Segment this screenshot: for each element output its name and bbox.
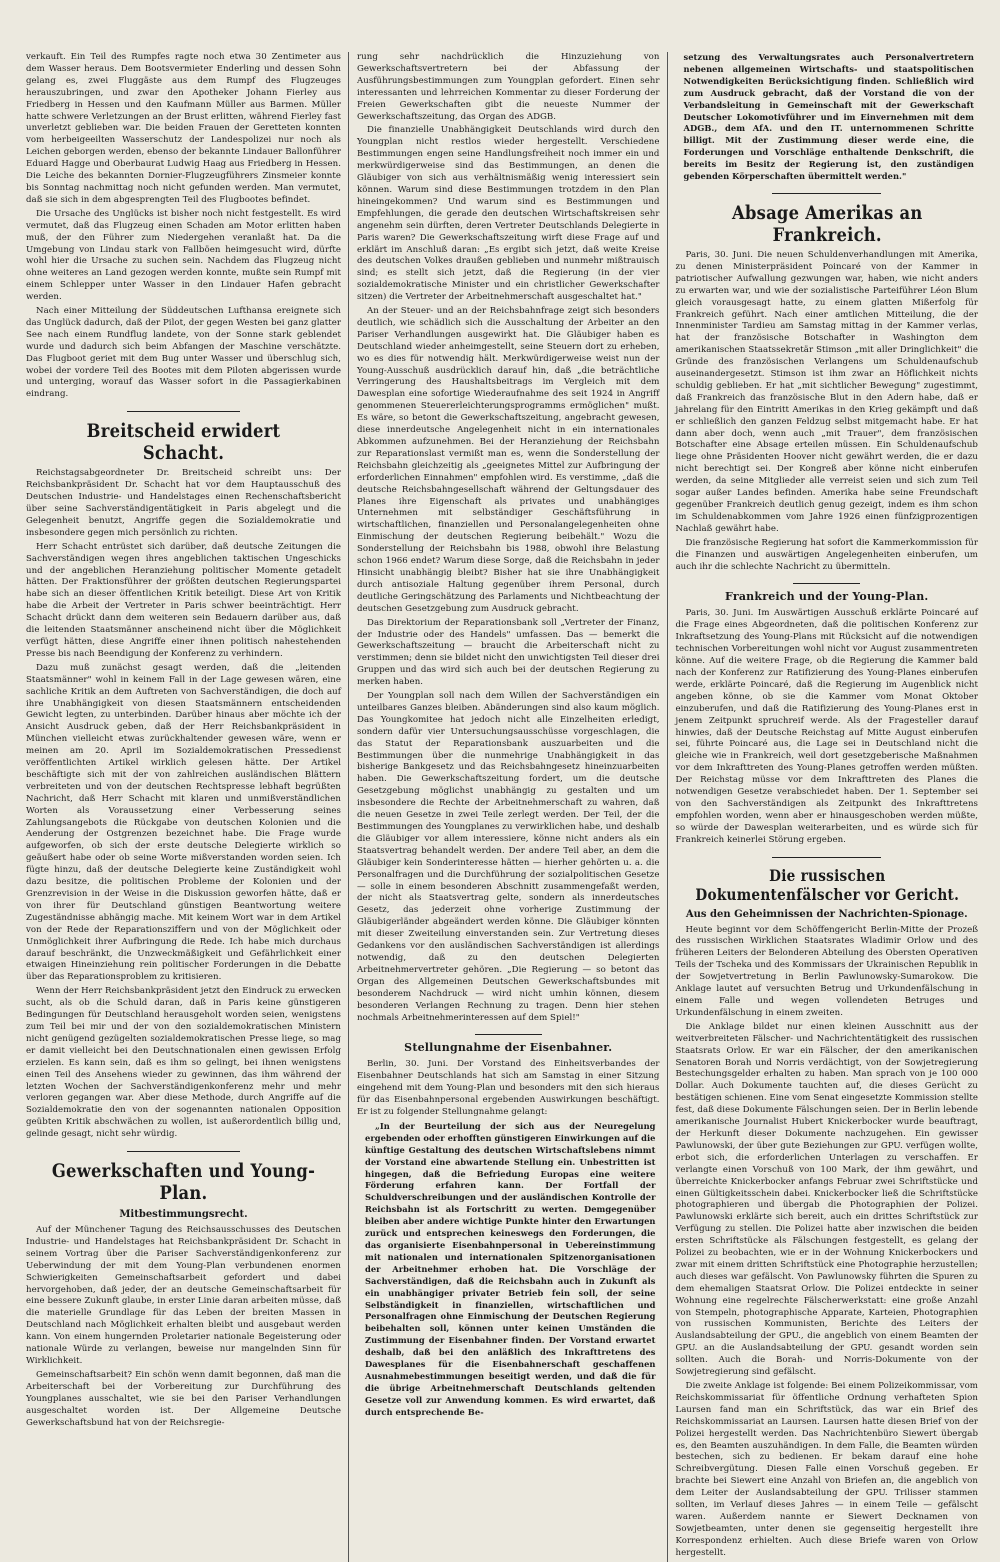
section-divider bbox=[475, 1034, 542, 1035]
article-paragraph: Die finanzielle Unabhängigkeit Deutschlands wird durch den Youngplan nicht restlos wieder hergestellt. Verschiedene Bestimmungen engen seine Handlungsfreiheit noch immer ein und merkwürdigerweise sind das Bestimmungen, an denen die Gläubiger von sich aus verhältnismäßig wenig interessiert sein können. Warum sind diese Bestimmungen trotzdem in den Plan hineingekommen? Und warum sind es Bestimmungen und Empfehlungen, die gerade den deutschen Wirtschaftskreisen sehr angenehm sein dürften, deren Vertreter Deutschlands Delegierte in Paris waren? Die Gewerkschaftszeitung wirft diese Frage auf und erklärt im Anschluß daran: „Es ergibt sich jetzt, daß weite Kreise des deutschen Volkes draußen geblieben und nunmehr mißtrauisch sind; es stellt sich jetzt, daß die Regierung (in der vier sozialdemokratische Minister und ein christlicher Gewerkschafter sitzen) die Vertreter der Arbeitnehmerschaft ausgeschaltet hat." bbox=[357, 125, 660, 303]
headline-dokumentenfaelscher: Die russischen Dokumentenfälscher vor Gericht. bbox=[694, 865, 959, 904]
section-divider bbox=[793, 583, 860, 584]
article-paragraph: verkauft. Ein Teil des Rumpfes ragte noch etwa 30 Zentimeter aus dem Wasser heraus. Dem Bootsvermieter Enderling und dessen Sohn gelang es, zwei Fluggäste aus dem Rumpf des Flugzeuges herauszubringen, und zwar den Apotheker Johann Fierley aus Friedberg in Hessen und den Kaufmann Müller aus Barmen. Müller hatte schwere Verletzungen an der Brust erlitten, während Fierley fast unverletzt geblieben war. Die beiden Frauen der Geretteten konnten vom herbeigeeilten Wasserschutz der Landespolizei nur noch als Leichen geborgen werden, ebenso der bekannte Lindauer Ballonführer Eduard Hagge und Oberbaurat Ludwig Haag aus Friedberg in Hessen. Die Leiche des bekannten Dornier-Flugzeugführers Zinsmeier konnte bis Sonntag nachmittag noch nicht gefunden werden. Man vermutet, daß sie sich in dem abgesprengten Teil des Flugbootes befindet. bbox=[26, 52, 341, 205]
article-paragraph: Dazu muß zunächst gesagt werden, daß die „leitenden Staatsmänner" wohl in keinem Fall in der Lage gewesen wären, eine sachliche Kritik an dem Auftreten von Sachverständigen, die doch auf ihre Unabhängigkeit von diesen Staatsmännern entscheidenden Gewicht legten, zu unterbinden. Darüber hinaus aber möchte ich der Ansicht Ausdruck geben, daß der Herr Reichsbankpräsident in München vielleicht etwas zurückhaltender gewesen wäre, wenn er meinen am 20. April im Sozialdemokratischen Pressedienst veröffentlichten Artikel wirklich gelesen hätte. Der Artikel beschäftigte sich mit der von zahlreichen ausländischen Blättern verbreiteten und von der deutschen Rechtspresse lebhaft begrüßten Nachricht, daß Herr Schacht mit klaren und unmißverständlichen Worten als Voraussetzung einer Verbesserung seines Zahlungsangebots die Rückgabe von deutschen Kolonien und die Aenderung der Ostgrenzen bezeichnet habe. Die Frage wurde aufgeworfen, ob sich der erste deutsche Delegierte wirklich so geäußert habe oder ob seine Worte mißverstanden worden seien. Ich fügte hinzu, daß der deutsche Delegierte keine Zuständigkeit wohl dazu besitze, die politischen Probleme der Kolonien und der Grenzrevision in der Weise in die Diskussion geworfen hätte, daß er von ihrer für Deutschland günstigen Beantwortung weitere Zugeständnisse abhängig mache. Mit keinem Wort war in dem Artikel von der Rede der Reparationsziffern und von der Möglichkeit oder Unmöglichkeit ihrer Aufbringung die Rede. Ich habe mich durchaus darauf beschränkt, die Unzweckmäßigkeit und Gefährlichkeit einer etwaigen Hineinziehung rein politischer Forderungen in die Debatte über das Reparationsproblem zu kritisieren. bbox=[26, 662, 341, 983]
article-paragraph: Die Ursache des Unglücks ist bisher noch nicht festgestellt. Es wird vermutet, daß das Flugzeug einen Schaden am Motor erlitten haben muß, der den Führer zum Niedergehen veranlaßt hat. Da die Umgebung von Lindau stark von Fallböen heimgesucht wird, dürfte wohl hier die Ursache zu suchen sein. Nachdem das Flugzeug nicht ohne weiteres an Land gezogen werden konnte, mußte sein Rumpf mit einem Schlepper unter Wasser in den Lindauer Hafen gebracht werden. bbox=[26, 208, 341, 303]
headline-gewerkschaften: Gewerkschaften und Young-Plan. bbox=[51, 1160, 316, 1205]
quoted-statement-continued bbox=[676, 52, 979, 183]
article-paragraph: rung sehr nachdrücklich die Hinzuziehung von Gewerkschaftsvertretern bei der Abfassung der Ausführungsbestimmungen zum Youngplan gefordert. Einen sehr interessanten und lehrreichen Kommentar zu dieser Forderung der Freien Gewerkschaften gibt die neueste Nummer der Gewerkschaftszeitung, das Organ des ADGB. bbox=[357, 52, 660, 122]
subheadline-mitbestimmungsrecht: Mitbestimmungsrecht. bbox=[119, 1209, 248, 1221]
section-divider bbox=[127, 411, 240, 412]
article-paragraph: Die Anklage bildet nur einen kleinen Ausschnitt aus der weitverbreiteten Fälscher- und Nachrichtentätigkeit des russischen Staatsrats Orlow. Er war ein Fälscher, der den amerikanischen Senatoren Borah und Norris verdächtigt, von der Sowjetregierung Bestechungsgelder erhalten zu haben. Man sprach von je 100 000 Dollar. Auch Dokumente tauchten auf, die dieses Gerücht zu bestätigen schienen. Eine vom Senat eingesetzte Kommission stellte fest, daß diese Dokumente Fälschungen seien. Der in Berlin lebende amerikanische Journalist Hubert Knickerbocker wurde beauftragt, der Herkunft dieser Dokumente nachzugehen. Ein gewisser Pawlunowski, der über gute Beziehungen zur GPU. verfügen wollte, erbot sich, die erforderlichen Unterlagen zu verschaffen. Er verlangte einen Vorschuß von 100 Mark, der ihm gewährt, und überreichte Knickerbocker anfangs Februar zwei Schriftstücke und einen Gültigkeitsschein dabei. Knickerbocker ließ die Schriftstücke photographieren und übergab die Photographien der Polizei. Pawlunowski erklärte sich bereit, auch ein drittes Schriftstück zur Verfügung zu stellen. Die Polizei hatte aber inzwischen die beiden ersten Schriftstücke als Fälschungen festgestellt, es gelang der Polizei zu beobachten, wie er in der Wohnung Knickerbockers und zwar mit einem dritten Schriftstück eine Photographie herzustellen; auch dieses war gefälscht. Von Pawlunowsky führten die Spuren zu dem ehemaligen Staatsrat Orlow. Die Polizei entdeckte in seiner Wohnung eine regelrechte Fälscherwerkstatt: eine große Anzahl von Stempeln, photographische Apparate, Karteien, Photographien von russischen Kommunisten, Berichte des Leiters der Auslandsabteilung der GPU., die angeblich von einem Beamten der GPU. an die Auslandsabteilung der GPU. gesandt worden sein sollten. Auch die Borah- und Norris-Dokumente von der Sowjetregierung sind gefälscht. bbox=[675, 1021, 978, 1378]
article-paragraph: An der Steuer- und an der Reichsbahnfrage zeigt sich besonders deutlich, wie schädlich sich die Ausschaltung der Arbeiter an den Pariser Verhandlungen ausgewirkt hat. Die Gläubiger haben es Deutschland wieder anheimgestellt, seine Steuern dort zu erheben, wo es dies für notwendig hält. Merkwürdigerweise weist nun der Young-Ausschuß ausdrücklich darauf hin, daß „die beträchtliche Verringerung des Haushaltsbeitrags im Vergleich mit dem Dawesplan eine sofortige Wiederaufnahme des seit 1924 in Angriff genommenen Steuererleichterungsprogramms ermöglichen" mußt. Es wäre, so betont die Gewerkschaftszeitung, angebracht gewesen, diese innerdeutsche Angelegenheit nicht in ein internationales Abkommen aufzunehmen. Bei der Heranziehung der Reichsbahn zur Reparationslast vermißt man es, wenn die Sonderstellung der Reichsbahn gleichzeitig als „geeignetes Mittel zur Aufbringung der erforderlichen Einnahmen" empfohlen wird. Es verstimme, „daß die deutsche Reichsbahngesellschaft während der Geltungsdauer des Planes ihre Eigenschaft als privates und unabhängiges Unternehmen mit selbständiger Geschäftsführung in wirtschaftlichen, finanziellen und Personalangelegenheiten ohne Einmischung der deutschen Regierung beibehält." Wozu die Sonderstellung der Reichsbahn bis 1988, obwohl ihre Belastung schon 1966 endet? Warum diese Sorge, daß die Reichsbahn in jeder Hinsicht unabhängig bleibt? Bisher hat sie ihre Unabhängigkeit durch antisoziale Haltung gegenüber ihrem Personal, durch deutliche Geringschätzung des Parlaments und Nichtbeachtung der deutschen Gesetzgebung zum Ausdruck gebracht. bbox=[357, 306, 660, 614]
article-paragraph: Berlin, 30. Juni. Der Vorstand des Einheitsverbandes der Eisenbahner Deutschlands hat sich am Samstag in einer Sitzung eingehend mit dem Young-Plan und besonders mit den sich hieraus für das Eisenbahnpersonal ergebenden Auswirkungen beschäftigt. Er ist zu folgender Stellungnahme gelangt: bbox=[357, 1059, 660, 1118]
column-right bbox=[676, 52, 979, 1562]
article-paragraph: Reichstagsabgeordneter Dr. Breitscheid schreibt uns: Der Reichsbankpräsident Dr. Schacht hat vor dem Hauptausschuß des Deutschen Industrie- und Handelstages einen Rechenschaftsbericht über seine Sachverständigentätigkeit in Paris abgelegt und die Gelegenheit benutzt, Angriffe gegen die Sozialdemokratie und insbesondere gegen mich persönlich zu richten. bbox=[26, 468, 341, 538]
article-paragraph: Paris, 30. Juni. Im Auswärtigen Ausschuß erklärte Poincaré auf die Frage eines Abgeordneten, daß die politischen Konferenz zur Inkraftsetzung des Young-Plans mit Rücksicht auf die notwendigen technischen Vorbereitungen wohl nicht vor August zusammentreten könne. Auf die weitere Frage, ob die Regierung die Kammer bald nach der Konferenz zur Ratifizierung des Young-Planes einberufen werde, erklärte Poincaré, daß die Regierung im Augenblick nicht angeben könne, ob sie die Kammer vom Monat Oktober einzuberufen, und daß die Ratifizierung des Young-Planes erst in jenem Zeitpunkt spruchreif werde. Als der Fragesteller darauf hinwies, daß der Deutsche Reichstag auf Mitte August einberufen sei, führte Poincaré aus, die Lage sei in Deutschland nicht die gleiche wie in Frankreich, weil dort gesetzgeberische Maßnahmen vor dem Inkrafttreten des Young-Planes getroffen werden müßten. Der Reichstag müsse vor dem Inkrafttreten des Planes die notwendigen Gesetze verabschiedet haben. Der 1. September sei von den Sachverständigen als Zeitpunkt des Inkrafttretens empfohlen worden, wenn aber er hinausgeschoben werden müßte, so würde der Dawesplan weiterarbeiten, und es würde sich für Frankreich keinerlei Störung ergeben. bbox=[675, 608, 978, 845]
article-paragraph: Nach einer Mitteilung der Süddeutschen Lufthansa ereignete sich das Unglück dadurch, daß der Pilot, der gegen Westen bei ganz glatter See nach einem Rundflug landete, von der Sonne stark geblendet wurde und dadurch sich beim Abfangen der Maschine verschätzte. Das Flugboot geriet mit dem Bug unter Wasser und überschlug sich, wobei der vordere Teil des Bootes mit dem Piloten abgerissen wurde und unterging, worauf das Wasser sofort in die Passagierkabinen eindrang. bbox=[26, 306, 341, 400]
article-paragraph: Der Youngplan soll nach dem Willen der Sachverständigen ein unteilbares Ganzes bleiben. Abänderungen sind also kaum möglich. Das Youngkomitee hat jedoch nicht alle Einzelheiten erledigt, sondern dafür vier Untersuchungsausschüsse vorgeschlagen, die das Statut der Reparationsbank auszuarbeiten und die Bestimmungen über die nunmehrige Unabhängigkeit in das bisherige Bankgesetz und das Reichsbahngesetz hineinzuarbeiten haben. Die Gewerkschaftszeitung fordert, um die deutsche Gesetzgebung möglichst unabhängig zu gestalten und um insbesondere die Rechte der Arbeitnehmerschaft zu wahren, daß die neuen Gesetze in zwei Teile zerlegt werden. Der Teil, der die Bestimmungen des Youngplanes zu verwirklichen habe, und deshalb die Gläubiger vor allem interessiere, könne nicht anders als ein Staatsvertrag behandelt werden. Der andere Teil aber, an dem die Gläubiger kein Sonderinteresse hätten — hierher gehörten u. a. die Personalfragen und die Durchführung der sozialpolitischen Gesetze — solle in einem besonderen Abschnitt zusammengefaßt werden, der nicht als Staatsvertrag gelte, sondern als innerdeutsches Gesetz, das jederzeit ohne vorherige Zustimmung der Gläubigerländer abgeändert werden könne. Die Gläubiger könnten mit dieser Zweiteilung einverstanden sein. Zur Vertretung dieses Gedankens vor den ausländischen Sachverständigen ist allerdings notwendig, daß zu den deutschen Delegierten Arbeitnehmervertreter gehören. „Die Regierung — so betont das Organ des Allgemeinen Deutschen Gewerkschaftsbundes mit besonderem Nachdruck — wird nicht umhin können, diesem besonderen Verlangen Rechnung zu tragen. Denn hier stehen nochmals Arbeitnehmerinteressen auf dem Spiel!" bbox=[357, 691, 660, 1023]
headline-stellungnahme: Stellungnahme der Eisenbahner. bbox=[404, 1041, 613, 1055]
article-paragraph: Die zweite Anklage ist folgende: Bei einem Polizeikommissar, vom Reichskommissariat für öffentliche Ordnung verhafteten Spion Laursen fand man ein Schriftstück, das war ein Brief des Reichskommissariat an Laursen. Laursen hatte diesen Brief von der Polizei hergestellt werden. Das Nachrichtenbüro Siewert übergab es, den Beamten auszuhändigen. In dem Falle, die Beamten würden bestechen, sich zu bedienen. Er bekam darauf eine hohe Schreibvergütung. Diesen Falle einen Vorschuß gegeben. Er brachte bei Siewert eine Anzahl von Briefen an, die angeblich von dem Leiter der Auslandsabteilung der GPU. Trilisser stammen sollten, im Verlauf dieses Jahres — in einem Teile — gefälscht waren. Außerdem nannte er Siewert Decknamen von Sowjetbeamten, unter denen sie gegenseitig hergestellt ihre Korrespondenz erhielten. Auch diese Briefe waren von Orlow hergestellt. bbox=[675, 1381, 978, 1558]
article-paragraph: Heute beginnt vor dem Schöffengericht Berlin-Mitte der Prozeß des russischen Wirklichen Staatsrates Wladimir Orlow und des früheren Leiters der Belonderen Abteilung des Obersten Operativen Teils der Tscheka und des Kommissars der Ukrainischen Republik in der Sowjetvertretung in Berlin Pawlunowsky-Sumarokow. Die Anklage lautet auf versuchten Betrug und Urkundenfälschung in einem Falle und wegen vollendeten Betruges und Urkundenfälschung in einem zweiten. bbox=[675, 924, 978, 1018]
article-paragraph: Wenn der Herr Reichsbankpräsident jetzt den Eindruck zu erwecken sucht, als ob die Schuld daran, daß in Paris keine günstigeren Bedingungen für Deutschland herausgeholt worden seien, wenigstens zum Teil bei mir und der von den sozialdemokratischen Ministern nicht genügend gezügelten sozialdemokratischen Presse liege, so mag er damit vielleicht bei den Deutschnationalen einen gewissen Erfolg erzielen. Es kann sein, daß es ihm so gelingt, bei ihnen wenigstens einen Teil des Ansehens wieder zu gewinnen, das ihm während der letzten Wochen der Sachverständigenkonferenz mehr und mehr verloren gegangen war. Aber diese Methode, durch Angriffe auf die Sozialdemokratie den von der sogenannten nationalen Opposition geübten Kritik abschwächen zu wollen, ist außerordentlich billig und, gelinde gesagt, nicht sehr würdig. bbox=[26, 986, 341, 1140]
headline-breitscheid: Breitscheid erwidert Schacht. bbox=[86, 420, 281, 465]
section-divider bbox=[772, 857, 881, 858]
article-paragraph: Die französische Regierung hat sofort die Kammerkommission für die Finanzen und auswärtigen Angelegenheiten einberufen, um auch ihr die schlechte Nachricht zu übermitteln. bbox=[675, 537, 978, 572]
subheadline-nachrichten-spionage: Aus den Geheimnissen der Nachrichten-Spionage. bbox=[685, 908, 968, 920]
article-paragraph: Herr Schacht entrüstet sich darüber, daß deutsche Zeitungen die Sachverständigen wegen ihres angeblichen taktischen Ungeschicks und der angeblichen Heranziehung politischer Momente getadelt hätten. Der Fraktionsführer der größten deutschen Regierungspartei habe sich an dieser öffentlichen Kritik beteiligt. Diese Art von Kritik habe die Arbeit der Vertreter in Paris schwer beeinträchtigt. Herr Schacht drückt dann dem weiteren sein Bedauern darüber aus, daß die leitenden Staatsmänner anscheinend nicht über die Möglichkeit verfügt hätten, diese Angriffe einer ihnen politisch nahestehenden Presse bis nach Beendigung der Konferenz zu verhindern. bbox=[26, 541, 341, 659]
article-paragraph: Gemeinschaftsarbeit? Ein schön wenn damit begonnen, daß man die Arbeiterschaft bei der Vorbereitung zur Durchführung des Youngplanes ausschaltet, wie sie bei den Pariser Verhandlungen ausgeschaltet worden ist. Der Allgemeine Deutsche Gewerkschaftsbund hat von der Reichsregie- bbox=[26, 1369, 341, 1428]
section-divider bbox=[127, 1151, 240, 1152]
article-paragraph: Paris, 30. Juni. Die neuen Schuldenverhandlungen mit Amerika, zu denen Ministerpräsident Poincaré von der Kammer in patriotischer Aufwallung gezwungen war, haben, wie nicht anders zu erwarten war, und wie der sozialistische Parteiführer Léon Blum gleich vorausgesagt hatte, zu einem glatten Mißerfolg für Frankreich geführt. Nach einer amtlichen Mitteilung, die der Innenminister Tardieu am Samstag mittag in der Kammer verlas, hat der französische Botschafter in Washington dem amerikanischen Staatssekretär Stimson „mit aller Dringlichkeit" die Gründe des französischen Verlangens um Schuldenaufschub auseinandergesetzt. Stimson ist ihm zwar an Höflichkeit nichts schuldig geblieben. Er hat „mit sichtlicher Bewegung" zugestimmt, daß Frankreich das französische Blut in den Adern habe, daß er jahrelang für den Eintritt Amerikas in den Krieg gekämpft und daß er schließlich den ganzen Feldzug selbst mitgemacht habe. Er hat dann aber doch, wenn auch „mit Trauer", dem französischen Botschafter eine Absage erteilen müssen. Ein Schuldenaufschub liege ohne Präsidenten Hoover nicht gewährt werden, die er dazu nicht berechtigt sei. Der Kongreß aber könne nicht einberufen werden, da seine Mitglieder alle verreist seien und sich zum Teil sogar außer Landes befinden. Amerika habe seine Freundschaft gegenüber Frankreich deutlich genug gezeigt, indem es ihm schon im Schuldenabkommen vom Jahre 1926 einen fünfzigprozentigen Nachlaß gewährt habe. bbox=[675, 249, 978, 534]
article-paragraph: setzung des Verwaltungsrates auch Personalvertretern nebenen allgemeinen Wirtschafts- und staatspolitischen Notwendigkeiten Berücksichtigung finden. Schließlich wird zum Ausdruck gebracht, daß der Vorstand die von der Verbandsleitung in Gemeinschaft mit der Gewerkschaft Deutscher Lokomotivführer und im Einvernehmen mit dem ADGB., dem AfA. und den IT. unternommenen Schritte billigt. Mit der Zustimmung dieser werde eine, die Forderungen und Vorschläge enthaltende Denkschrift, die bereits im Besitz der Regierung ist, den zuständigen gebenden Körperschaften übermittelt werden." bbox=[683, 52, 974, 182]
headline-frankreich-young-plan: Frankreich und der Young-Plan. bbox=[725, 590, 929, 604]
column-left bbox=[26, 52, 341, 1562]
headline-absage-amerikas: Absage Amerikas an Frankreich. bbox=[731, 201, 922, 246]
column-middle bbox=[357, 52, 660, 1562]
section-divider bbox=[772, 193, 881, 194]
article-paragraph: „In der Beurteilung der sich aus der Neuregelung ergebenden oder erhofften günstigeren Einwirkungen auf die künftige Gestaltung des deutschen Wirtschaftslebens nimmt der Vorstand eine abwartende Stellung ein. Unbestritten ist hingegen, daß die Befriedung Europas eine weitere Förderung erfahren kann. Der Fortfall der Schuldverschreibungen und der ausländischen Kontrolle der Reichsbahn ist als Fortschritt zu werten. Demgegenüber bleiben aber andere wichtige Punkte hinter den Erwartungen zurück und entsprechen keineswegs den Forderungen, die das organisierte Eisenbahnpersonal in Uebereinstimmung mit nationalen und internationalen Spitzenorganisationen der Arbeitnehmer erhoben hat. Die Vorschläge der Sachverständigen, daß die Reichsbahn auch in Zukunft als ein unabhängiger privater Betrieb fein soll, der seine Selbständigkeit in finanziellen, wirtschaftlichen und Personalfragen ohne Einmischung der Deutschen Regierung beibehalten soll, können unter keinen Umständen die Zustimmung der Eisenbahner finden. Der Vorstand erwartet deshalb, daß bei den anläßlich des Inkrafttretens des Dawesplanes für die Eisenbahnerschaft geschaffenen Ausnahmebestimmungen beseitigt werden, und daß die für die übrige Arbeitnehmerschaft Deutschlands geltenden Gesetze voll zur Anwendung kommen. Es wird erwartet, daß durch entsprechende Be- bbox=[365, 1120, 656, 1417]
article-paragraph: Das Direktorium der Reparationsbank soll „Vertreter der Finanz, der Industrie oder des Handels" umfassen. Das — bemerkt die Gewerkschaftszeitung — braucht die Arbeiterschaft nicht zu verstimmen; denn sie bildet nicht den unwichtigsten Teil dieser drei Gruppen und das wird sich auch bei der deutschen Regierung zu merken haben. bbox=[357, 617, 660, 688]
quoted-statement bbox=[357, 1121, 660, 1419]
article-paragraph: Auf der Münchener Tagung des Reichsausschusses des Deutschen Industrie- und Handelstages hat Reichsbankpräsident Dr. Schacht in seinem Vortrag über die Pariser Sachverständigenkonferenz zur Ueberwindung der mit dem Young-Plan verbundenen enormen Schwierigkeiten Gemeinschaftsarbeit gefordert und dabei hervorgehoben, daß jeder, der an deutsche Gemeinschaftsarbeit für eine bessere Zukunft glaube, in erster Linie daran arbeiten müsse, daß die materielle Grundlage für das Leben der breiten Massen in Deutschland nach Möglichkeit erhalten bleibt und ausgebaut werden kann. Von einem hungernden Proletarier nationale Begeisterung oder nationale Würde zu verlangen, beweise nur mangelnden Sinn für Wirklichkeit. bbox=[26, 1225, 341, 1366]
